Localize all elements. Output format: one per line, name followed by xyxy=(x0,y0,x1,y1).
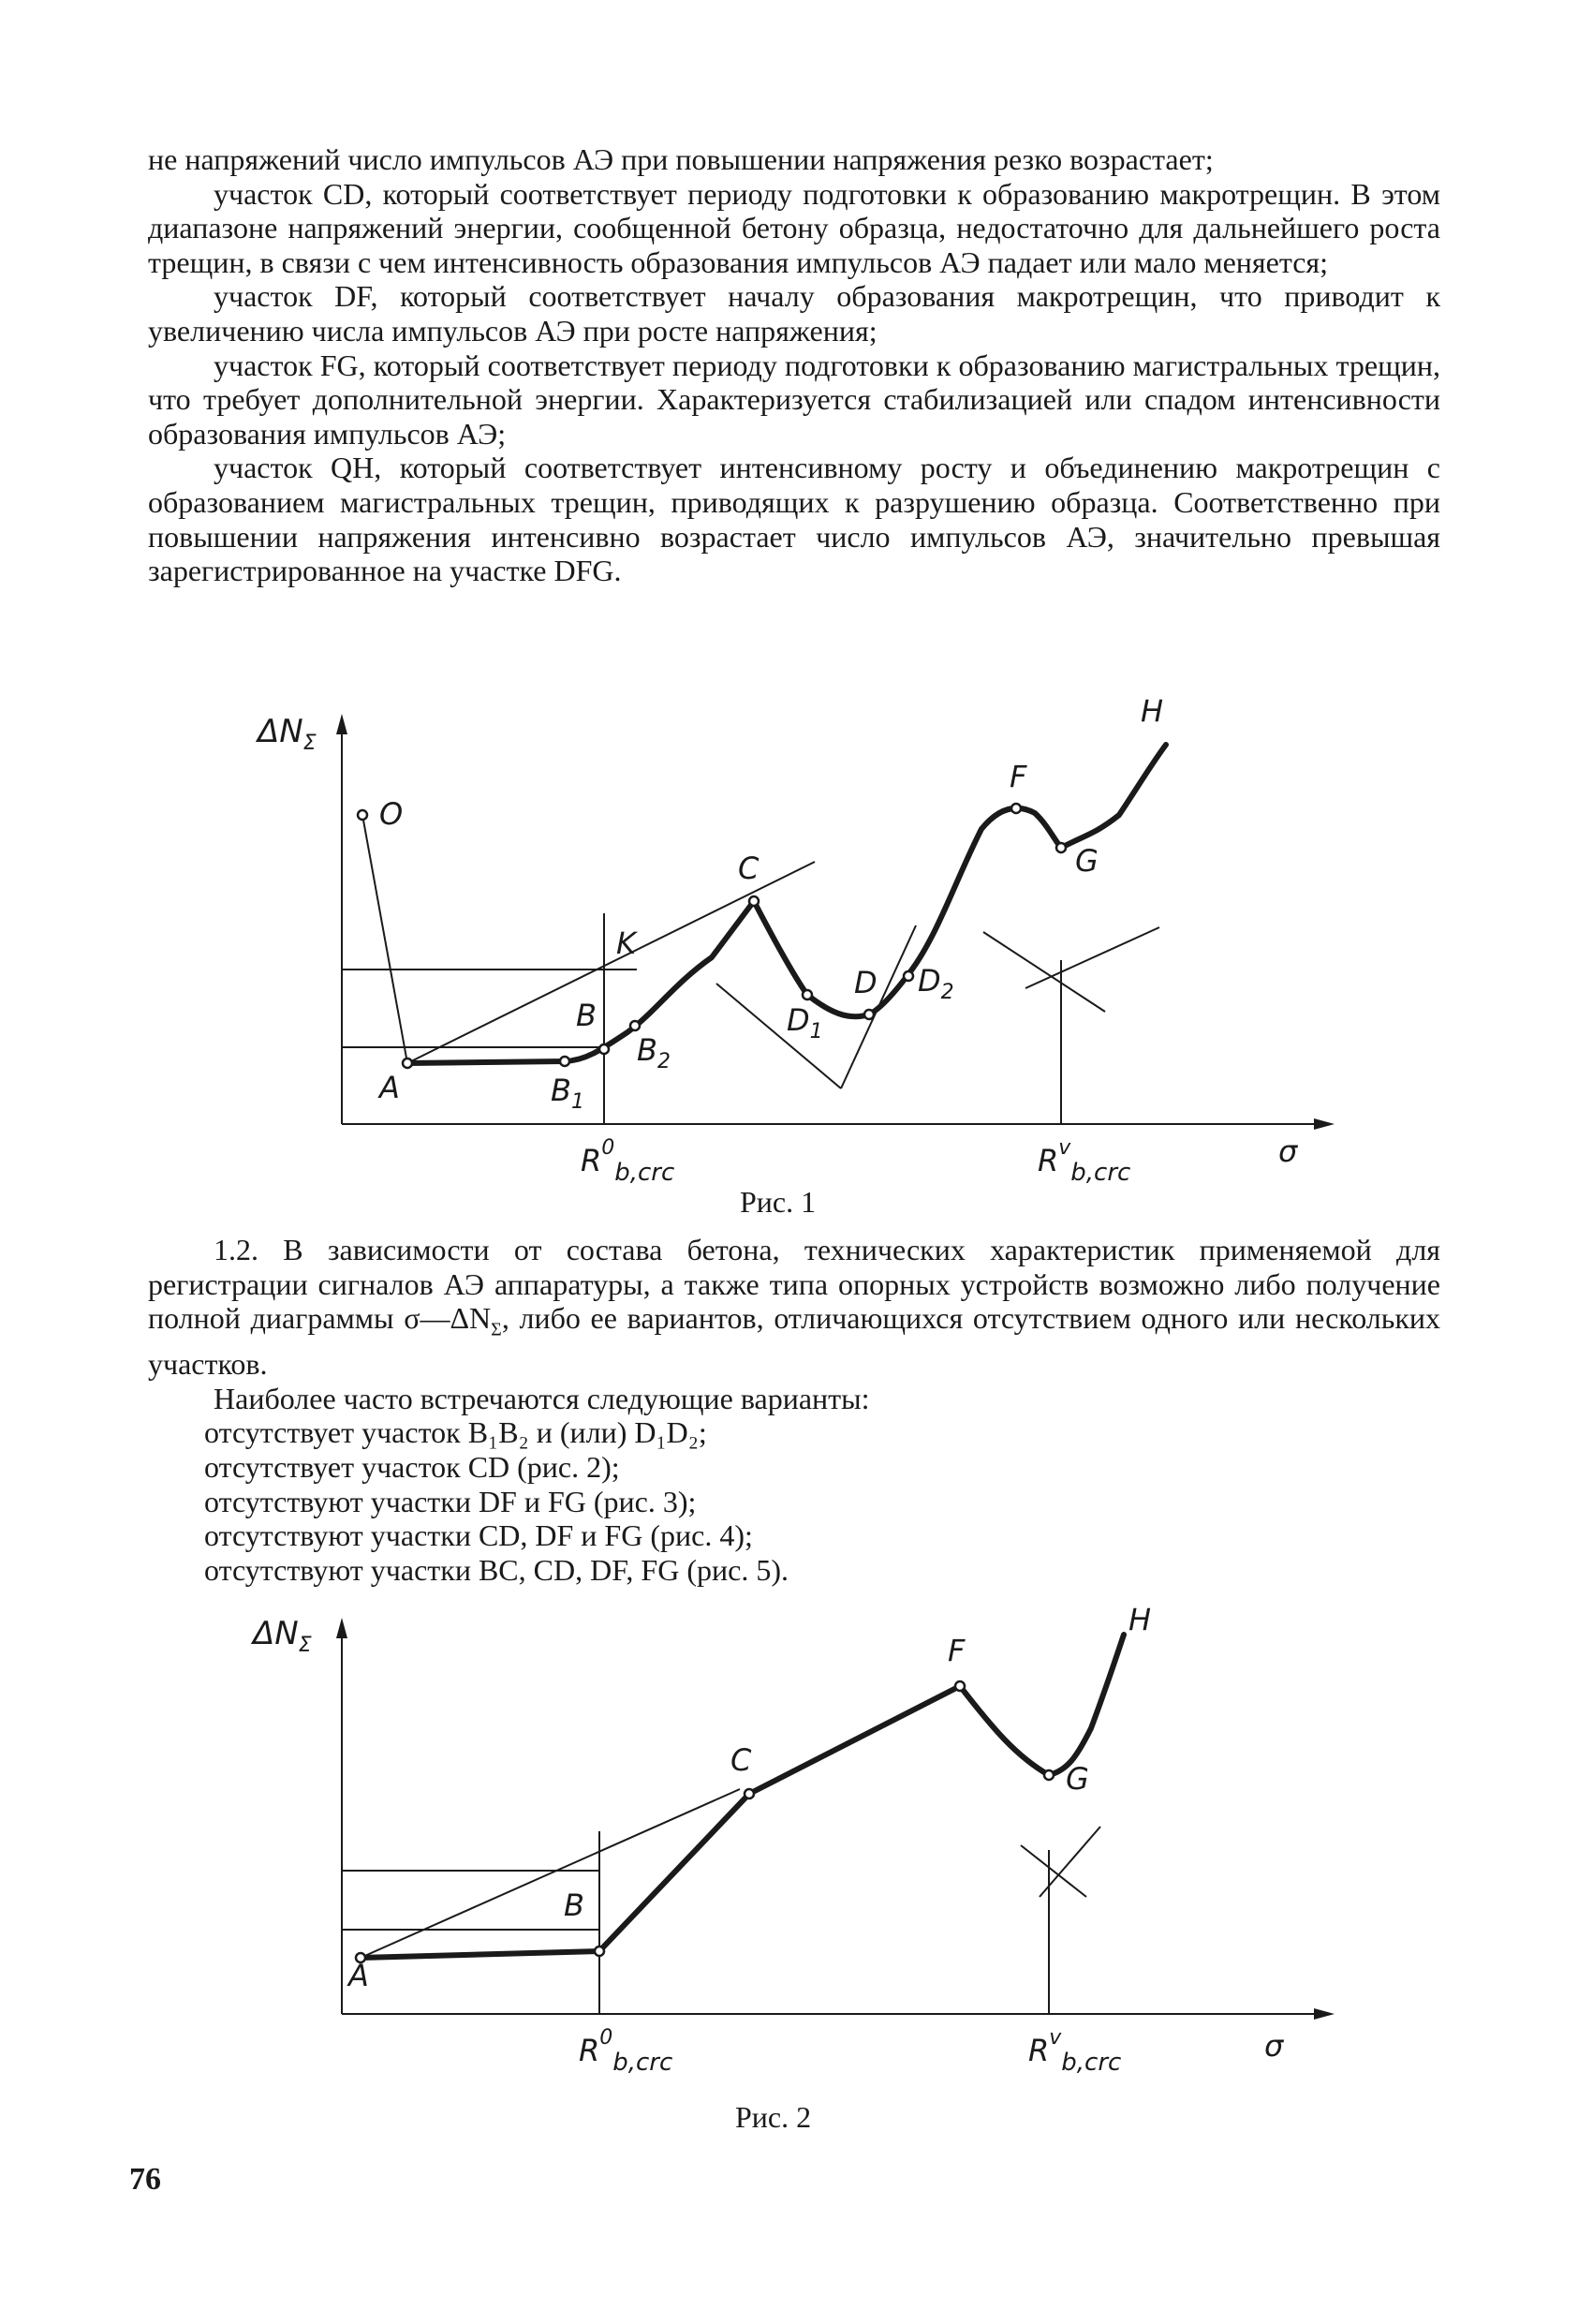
fig1-label-h: H xyxy=(1141,693,1164,729)
fig2-point-g xyxy=(1044,1770,1054,1780)
fig1-x-arrow xyxy=(1314,1118,1335,1130)
fig1-label-b2: $B_2$ xyxy=(637,1032,671,1073)
fig1-point-b1 xyxy=(560,1057,569,1066)
fig2-point-c xyxy=(745,1789,754,1799)
fig1-x-label: σ xyxy=(1278,1133,1298,1169)
figure-1-diagram xyxy=(225,693,1349,1199)
fig2-label-g: G xyxy=(1066,1761,1089,1797)
fig1-point-b2 xyxy=(630,1021,640,1030)
fig2-x-tick-2: $R^v_{b,crc}$ xyxy=(1028,2026,1122,2077)
fig2-tangent-ac xyxy=(361,1789,740,1958)
fig1-point-b xyxy=(599,1044,609,1054)
paragraph-5: участок QH, который соответствует интенсивному росту и объединению макротрещин с образованием магистральных трещин, приводящих к разрушению образца. Соответственно при повышении напряжения интенсивно возрастает число импульсов АЭ, значительно превышая зарегистрированное на участке DFG. xyxy=(148,451,1440,588)
fig1-y-label: $\Delta N_\Sigma$ xyxy=(258,713,317,755)
fig2-point-f xyxy=(955,1681,965,1691)
fig1-label-d1: $D_1$ xyxy=(787,1002,823,1044)
fig1-y-arrow xyxy=(336,714,347,734)
text-block-middle xyxy=(148,1233,1440,1587)
fig2-label-f: F xyxy=(948,1633,966,1668)
paragraph-3: участок DF, который соответствует началу образования макротрещин, что приводит к увеличению числа импульсов АЭ при росте напряжения; xyxy=(148,279,1440,348)
fig1-label-d: D xyxy=(854,965,878,1000)
fig1-tangent-g1 xyxy=(983,932,1105,1012)
fig1-label-k: K xyxy=(616,925,636,961)
fig2-main-curve xyxy=(361,1635,1124,1958)
figure-2-diagram xyxy=(225,1597,1349,2103)
fig1-point-o xyxy=(358,810,367,820)
fig1-point-d2 xyxy=(904,971,913,981)
variant-item: отсутствует участок B₁B₂ и (или) D₁D₂; xyxy=(204,1415,707,1450)
paragraph-1-2: 1.2. В зависимости от состава бетона, технических характеристик применяемой для регистрации сигналов АЭ аппаратуры, а также типа опорных устройств возможно либо получение полной диаграммы $\sigma—\Delta N_\Sigma$, либо ее вариантов, отличающихся отсутствием одного или нескольких участков. xyxy=(148,1233,1441,1382)
paragraph-2: участок CD, который соответствует периоду подготовки к образованию макротрещин. В этом диапазоне напряжений энергии, сообщенной бетону образца, недостаточно для дальнейшего роста трещин, в связи с чем интенсивность образования импульсов АЭ падает или мало меняется; xyxy=(148,176,1440,279)
figure-2-caption: Рис. 2 xyxy=(735,2100,812,2134)
paragraph-4: участок FG, который соответствует периоду подготовки к образованию магистральных трещин, что требует дополнительной энергии. Характеризуется стабилизацией или спадом интенсивности образования импульсов АЭ; xyxy=(148,348,1440,451)
fig1-point-f xyxy=(1011,804,1021,813)
fig1-x-tick-2: $R^v_{b,crc}$ xyxy=(1038,1136,1131,1187)
fig1-label-b: B xyxy=(576,998,597,1033)
fig1-point-a xyxy=(403,1058,412,1068)
fig2-y-arrow xyxy=(336,1618,347,1638)
fig1-label-f: F xyxy=(1010,759,1027,794)
paragraph-1: не напряжений число импульсов АЭ при повышении напряжения резко возрастает; xyxy=(148,142,1214,176)
fig2-point-b xyxy=(595,1947,604,1956)
fig1-x-tick-1: $R^0_{b,crc}$ xyxy=(581,1136,675,1187)
fig1-tangent-g2 xyxy=(1025,927,1159,988)
variant-item: отсутствуют участки DF и FG (рис. 3); xyxy=(204,1484,697,1518)
figure-1-caption: Рис. 1 xyxy=(740,1185,817,1219)
fig2-x-label: σ xyxy=(1264,2028,1284,2064)
fig2-x-arrow xyxy=(1314,2008,1335,2020)
fig1-point-g xyxy=(1056,843,1066,852)
fig1-label-c: C xyxy=(738,851,760,886)
text-block-top xyxy=(148,142,1440,588)
fig2-y-label: $\Delta N_\Sigma$ xyxy=(253,1615,312,1657)
variant-item: отсутствуют участки BC, CD, DF, FG (рис. 5). xyxy=(204,1552,789,1587)
variants-list xyxy=(148,1415,1440,1587)
fig1-label-g: G xyxy=(1075,843,1099,879)
fig1-label-a: A xyxy=(379,1070,400,1105)
fig2-label-a: A xyxy=(348,1958,369,1993)
variant-item: отсутствует участок CD (рис. 2); xyxy=(204,1449,620,1484)
fig2-label-h: H xyxy=(1128,1602,1152,1637)
fig1-label-b1: $B_1$ xyxy=(551,1073,584,1114)
fig2-label-b: B xyxy=(564,1887,584,1923)
fig1-tangent-ac xyxy=(407,862,815,1063)
fig1-line-oa xyxy=(362,815,407,1063)
fig1-label-o: O xyxy=(379,796,404,832)
fig2-label-c: C xyxy=(730,1742,752,1778)
fig2-x-tick-1: $R^0_{b,crc}$ xyxy=(579,2026,673,2077)
variants-intro: Наиболее часто встречаются следующие варианты: xyxy=(214,1381,870,1415)
variant-item: отсутствуют участки CD, DF и FG (рис. 4); xyxy=(204,1518,753,1553)
fig1-point-d1 xyxy=(803,990,812,999)
page-number: 76 xyxy=(129,2162,161,2197)
fig1-point-d xyxy=(864,1010,874,1019)
fig1-label-d2: $D_2$ xyxy=(918,963,954,1004)
fig1-point-c xyxy=(749,896,759,906)
sigma-subscript: Σ xyxy=(491,1319,502,1340)
